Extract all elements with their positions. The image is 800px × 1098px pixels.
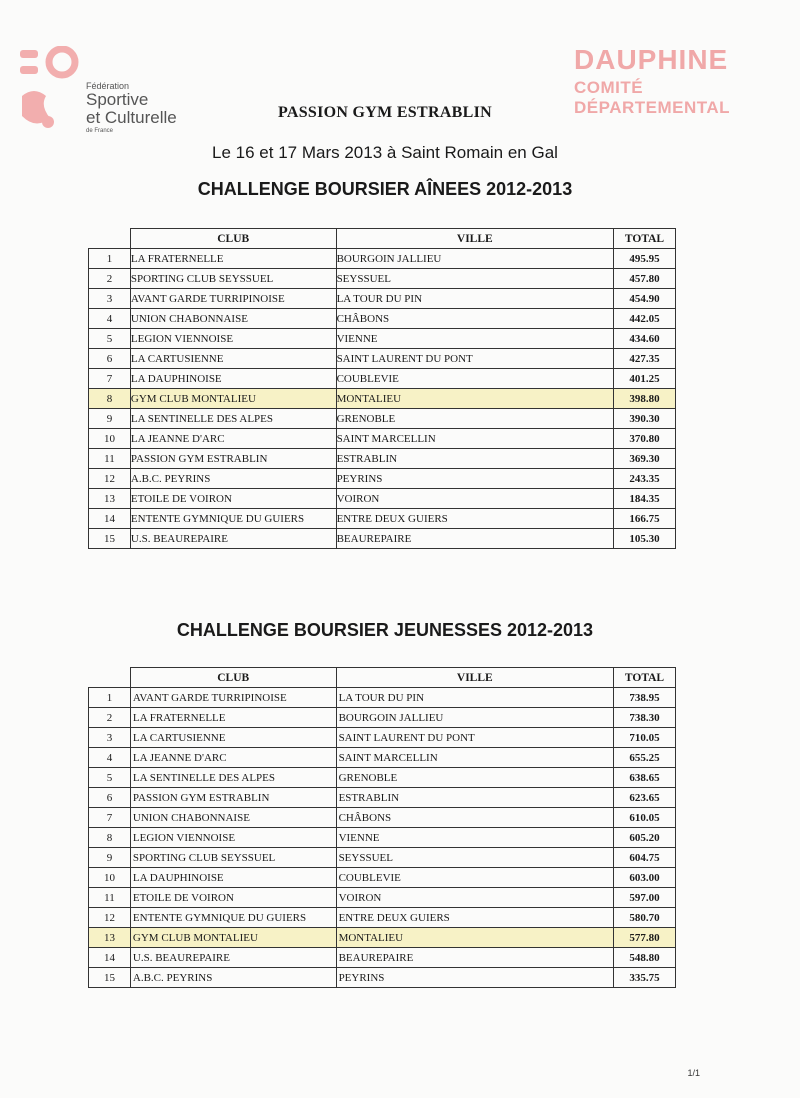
ville-cell: SAINT LAURENT DU PONT [336,728,613,748]
rank-cell: 9 [89,409,131,429]
rank-cell: 13 [89,489,131,509]
club-cell: GYM CLUB MONTALIEU [130,928,336,948]
ville-cell: SAINT MARCELLIN [336,748,613,768]
club-cell: LA FRATERNELLE [130,708,336,728]
table-row [89,369,676,389]
club-cell: SPORTING CLUB SEYSSUEL [130,848,336,868]
ville-cell: ESTRABLIN [336,449,613,469]
total-cell: 335.75 [614,968,676,988]
club-cell: LA CARTUSIENNE [130,349,336,369]
ville-cell: VIENNE [336,828,613,848]
ville-cell: BOURGOIN JALLIEU [336,708,613,728]
table-row [89,688,676,708]
table-row [89,888,676,908]
table-row [89,409,676,429]
total-cell: 604.75 [614,848,676,868]
total-cell: 710.05 [614,728,676,748]
table-row [89,788,676,808]
rank-cell: 8 [89,389,131,409]
club-cell: A.B.C. PEYRINS [130,968,336,988]
table-header-row [89,229,676,249]
ville-cell: PEYRINS [336,469,613,489]
ville-cell: ENTRE DEUX GUIERS [336,908,613,928]
table-body [89,688,676,988]
total-cell: 398.80 [614,389,676,409]
table-row [89,449,676,469]
total-cell: 105.30 [614,529,676,549]
table-body [89,249,676,549]
event-date-location: Le 16 et 17 Mars 2013 à Saint Romain en Gal [212,143,558,162]
table-row [89,928,676,948]
table-title-ainees: CHALLENGE BOURSIER AÎNEES 2012-2013 [197,179,573,199]
club-cell: PASSION GYM ESTRABLIN [130,788,336,808]
table-row [89,469,676,489]
total-cell: 638.65 [614,768,676,788]
total-cell: 548.80 [614,948,676,968]
table-row [89,748,676,768]
ville-cell: MONTALIEU [336,389,613,409]
table-row [89,868,676,888]
total-cell: 655.25 [614,748,676,768]
total-cell: 442.05 [614,309,676,329]
total-header: TOTAL [614,229,676,249]
ville-cell: LA TOUR DU PIN [336,688,613,708]
rank-cell: 11 [89,888,131,908]
rank-cell: 12 [89,469,131,489]
results-table-jeunesses [88,667,676,988]
rank-cell: 1 [89,249,131,269]
club-cell: LEGION VIENNOISE [130,828,336,848]
total-cell: 427.35 [614,349,676,369]
rank-cell: 4 [89,748,131,768]
table-row [89,489,676,509]
club-cell: U.S. BEAUREPAIRE [130,948,336,968]
rank-cell: 10 [89,868,131,888]
rank-cell: 6 [89,788,131,808]
club-cell: LA SENTINELLE DES ALPES [130,409,336,429]
table-row [89,329,676,349]
club-header: CLUB [130,668,336,688]
rank-cell: 5 [89,329,131,349]
table-row [89,708,676,728]
rank-cell: 14 [89,948,131,968]
total-cell: 243.35 [614,469,676,489]
rank-cell: 9 [89,848,131,868]
table-row [89,289,676,309]
club-cell: ENTENTE GYMNIQUE DU GUIERS [130,509,336,529]
table-row [89,509,676,529]
table-row [89,249,676,269]
club-cell: ETOILE DE VOIRON [130,888,336,908]
committee-name: DAUPHINE [574,44,729,75]
total-cell: 495.95 [614,249,676,269]
club-cell: GYM CLUB MONTALIEU [130,389,336,409]
total-cell: 610.05 [614,808,676,828]
organizing-club-title: PASSION GYM ESTRABLIN [277,104,493,121]
table-row [89,429,676,449]
total-cell: 369.30 [614,449,676,469]
total-cell: 434.60 [614,329,676,349]
table-row [89,728,676,748]
rank-cell: 2 [89,269,131,289]
ville-cell: SEYSSUEL [336,848,613,868]
total-cell: 738.95 [614,688,676,708]
ville-cell: ENTRE DEUX GUIERS [336,509,613,529]
rank-cell: 8 [89,828,131,848]
federation-small: Fédération [86,81,130,91]
table-row [89,529,676,549]
club-header: CLUB [130,229,336,249]
rank-cell: 1 [89,688,131,708]
total-cell: 603.00 [614,868,676,888]
table-row [89,948,676,968]
fscf-logo-icon [18,46,80,136]
rank-cell: 15 [89,529,131,549]
table-row [89,389,676,409]
total-cell: 738.30 [614,708,676,728]
table-row [89,828,676,848]
table-row [89,269,676,289]
ville-cell: BEAUREPAIRE [336,529,613,549]
club-cell: A.B.C. PEYRINS [130,469,336,489]
club-cell: LA FRATERNELLE [130,249,336,269]
ville-cell: COUBLEVIE [336,369,613,389]
club-cell: SPORTING CLUB SEYSSUEL [130,269,336,289]
total-cell: 390.30 [614,409,676,429]
club-cell: LA DAUPHINOISE [130,868,336,888]
rank-cell: 2 [89,708,131,728]
ville-cell: GRENOBLE [336,409,613,429]
ville-cell: MONTALIEU [336,928,613,948]
ville-cell: BEAUREPAIRE [336,948,613,968]
total-header: TOTAL [614,668,676,688]
rank-cell: 3 [89,289,131,309]
total-cell: 457.80 [614,269,676,289]
club-cell: AVANT GARDE TURRIPINOISE [130,688,336,708]
federation-line1: Sportive [86,90,149,110]
rank-header [89,229,131,249]
rank-cell: 10 [89,429,131,449]
ville-cell: ESTRABLIN [336,788,613,808]
total-cell: 623.65 [614,788,676,808]
ville-cell: VIENNE [336,329,613,349]
rank-cell: 15 [89,968,131,988]
rank-cell: 7 [89,369,131,389]
total-cell: 184.35 [614,489,676,509]
ville-cell: LA TOUR DU PIN [336,289,613,309]
rank-cell: 3 [89,728,131,748]
federation-country: de France [86,128,114,135]
rank-cell: 13 [89,928,131,948]
rank-cell: 7 [89,808,131,828]
ville-cell: VOIRON [336,489,613,509]
club-cell: ETOILE DE VOIRON [130,489,336,509]
club-cell: PASSION GYM ESTRABLIN [130,449,336,469]
ville-cell: SAINT LAURENT DU PONT [336,349,613,369]
club-cell: LA JEANNE D'ARC [130,429,336,449]
page-number: 1/1 [687,1068,700,1078]
total-cell: 454.90 [614,289,676,309]
table-row [89,908,676,928]
club-cell: UNION CHABONNAISE [130,808,336,828]
ville-cell: SEYSSUEL [336,269,613,289]
total-cell: 580.70 [614,908,676,928]
club-cell: LA CARTUSIENNE [130,728,336,748]
rank-cell: 14 [89,509,131,529]
total-cell: 401.25 [614,369,676,389]
ville-cell: BOURGOIN JALLIEU [336,249,613,269]
club-cell: UNION CHABONNAISE [130,309,336,329]
ville-cell: SAINT MARCELLIN [336,429,613,449]
committee-line2: COMITÉ [574,78,644,97]
rank-cell: 6 [89,349,131,369]
table-row [89,808,676,828]
rank-cell: 5 [89,768,131,788]
club-cell: ENTENTE GYMNIQUE DU GUIERS [130,908,336,928]
rank-cell: 4 [89,309,131,329]
ville-cell: CHÂBONS [336,808,613,828]
federation-line2: et Culturelle [86,108,177,128]
ville-cell: COUBLEVIE [336,868,613,888]
club-cell: LA SENTINELLE DES ALPES [130,768,336,788]
rank-header [89,668,131,688]
club-cell: LA DAUPHINOISE [130,369,336,389]
total-cell: 577.80 [614,928,676,948]
ville-cell: CHÂBONS [336,309,613,329]
results-table-ainees [88,228,676,549]
table-title-jeunesses: CHALLENGE BOURSIER JEUNESSES 2012-2013 [176,620,594,640]
ville-header: VILLE [336,229,613,249]
table-header-row [89,668,676,688]
rank-cell: 12 [89,908,131,928]
table-row [89,309,676,329]
club-cell: AVANT GARDE TURRIPINOISE [130,289,336,309]
table-row [89,968,676,988]
club-cell: LEGION VIENNOISE [130,329,336,349]
total-cell: 597.00 [614,888,676,908]
table-row [89,848,676,868]
total-cell: 166.75 [614,509,676,529]
total-cell: 605.20 [614,828,676,848]
club-cell: LA JEANNE D'ARC [130,748,336,768]
ville-cell: GRENOBLE [336,768,613,788]
rank-cell: 11 [89,449,131,469]
ville-cell: VOIRON [336,888,613,908]
table-row [89,349,676,369]
ville-header: VILLE [336,668,613,688]
table-row [89,768,676,788]
total-cell: 370.80 [614,429,676,449]
committee-line3: DÉPARTEMENTAL [574,98,731,117]
club-cell: U.S. BEAUREPAIRE [130,529,336,549]
ville-cell: PEYRINS [336,968,613,988]
